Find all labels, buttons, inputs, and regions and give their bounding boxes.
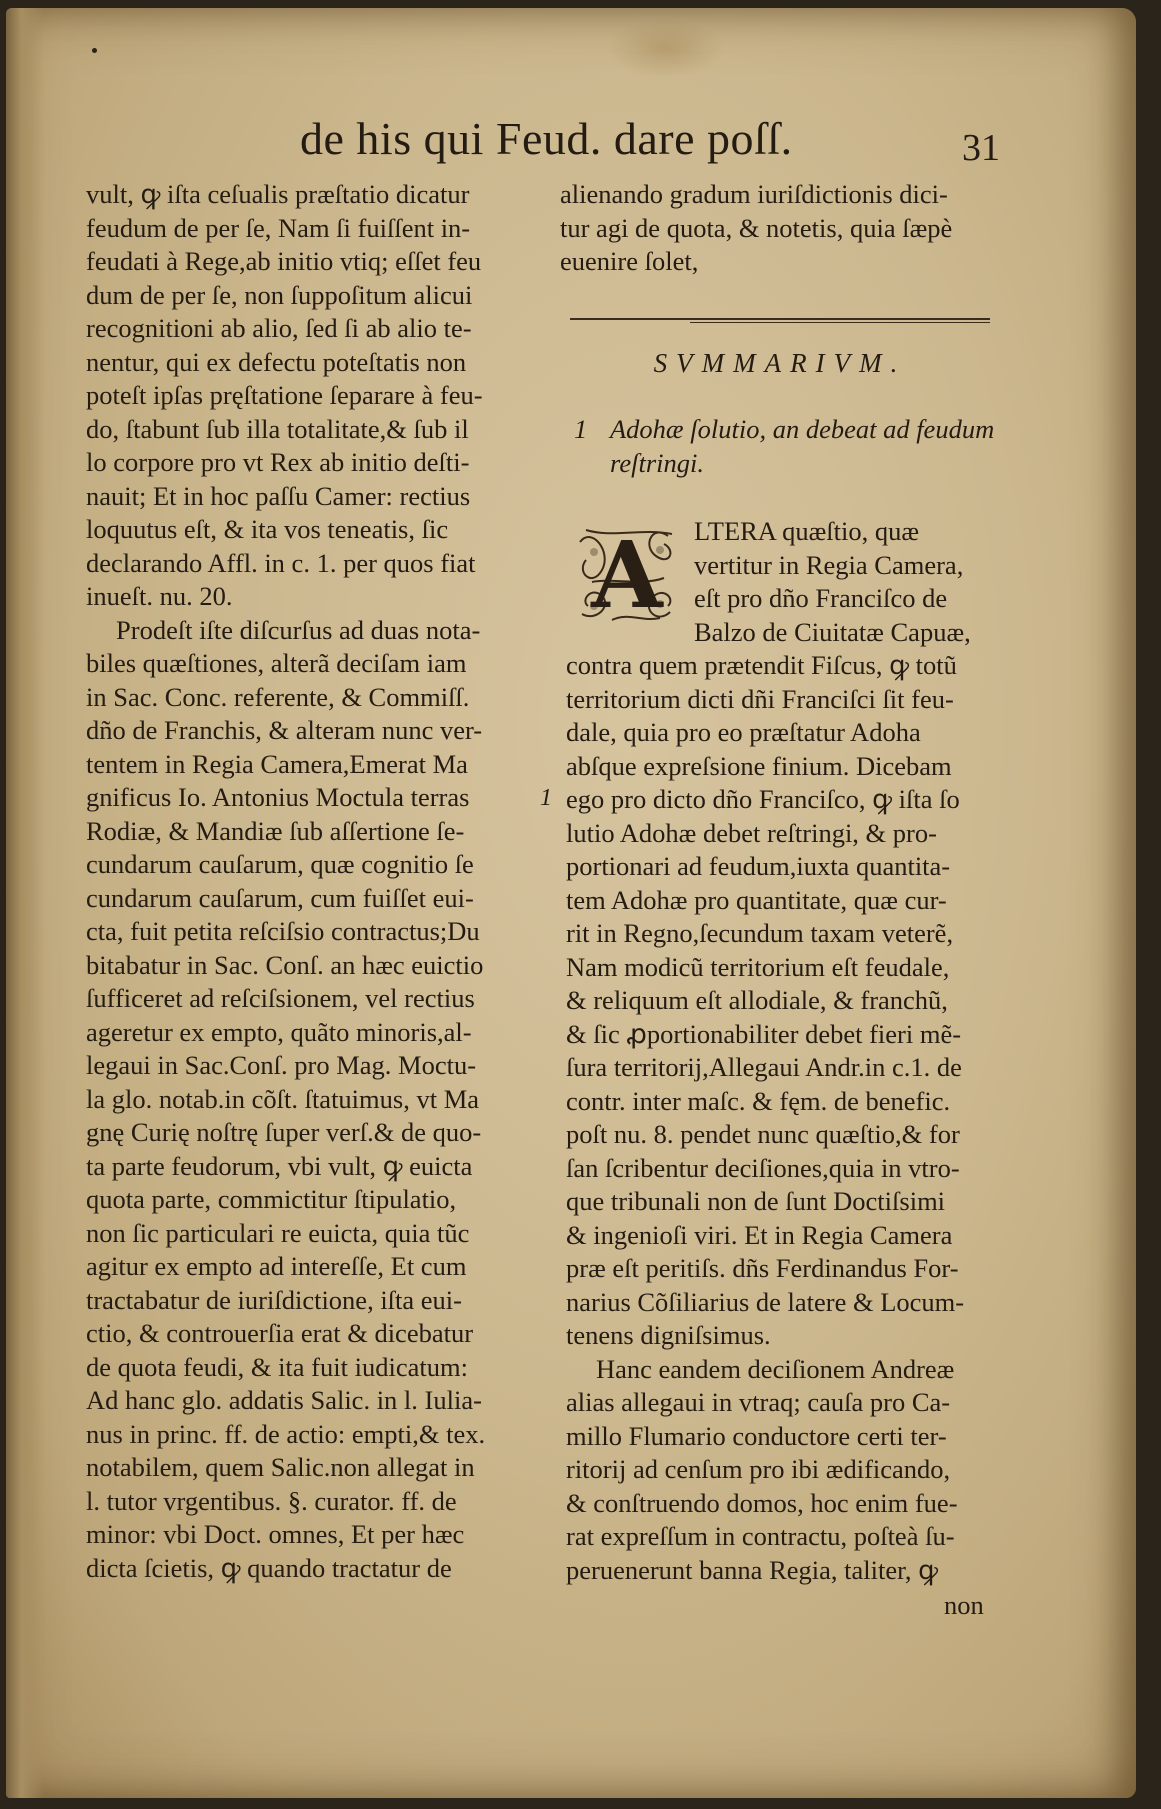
- section-rule-secondary: [690, 322, 990, 323]
- text-line: lutio Adohæ debet reſtringi, & pro-: [566, 817, 937, 848]
- text-line: gnę Curię noſtrę ſuper verſ.& de quo-: [86, 1117, 482, 1147]
- text-line: non ſic particulari re euicta, quia tũc: [86, 1217, 470, 1248]
- text-line: vult, ꝙ iſta ceſualis præſtatio dicatur: [86, 179, 470, 209]
- margin-note-number: 1: [540, 785, 552, 811]
- text-line: bitabatur in Sac. Conſ. an hæc euictio: [86, 949, 484, 980]
- page-number: 31: [962, 127, 1000, 169]
- text-line: ritorij ad cenſum pro ibi ædificando,: [566, 1454, 951, 1484]
- paper-stain: [606, 18, 726, 78]
- text-line: Rodiæ, & Mandiæ ſub aſſertione ſe-: [86, 815, 465, 846]
- text-line: ſufficeret ad reſciſsionem, vel rectius: [86, 983, 475, 1013]
- text-line: LTERA quæſtio, quæ: [694, 516, 920, 546]
- text-line: poteſt ipſas pręſtatione ſeparare à feu-: [86, 380, 483, 410]
- text-line: territorium dicti dñi Franciſci ſit feu-: [566, 683, 954, 714]
- text-line: declarando Affl. in c. 1. per quos fiat: [86, 547, 476, 578]
- summary-item-number: 1: [574, 414, 588, 444]
- summary-item: [574, 412, 1004, 480]
- text-line: la glo. notab.in cõſt. ſtatuimus, vt Ma: [86, 1083, 480, 1114]
- text-line: Prodeſt iſte diſcurſus ad duas nota-: [116, 614, 481, 645]
- text-line: cta, fuit petita reſciſsio contractus;Du: [86, 916, 480, 946]
- text-line: in Sac. Conc. referente, & Commiſſ.: [86, 681, 470, 712]
- text-line: lo corpore pro vt Rex ab initio deſti-: [86, 447, 470, 477]
- text-line: portionari ad feudum,iuxta quantita-: [566, 851, 951, 881]
- right-column-top: [560, 178, 1000, 279]
- text-line: recognitioni ab alio, ſed ſi ab alio te-: [86, 313, 472, 343]
- text-line: Ad hanc glo. addatis Salic. in l. Iulia-: [86, 1385, 482, 1415]
- text-line: & reliquum eſt allodiale, & franchũ,: [566, 985, 948, 1015]
- binding-gutter: [6, 8, 44, 1798]
- text-line: narius Cõſiliarius de latere & Locum-: [566, 1286, 965, 1317]
- text-line: tenens digniſsimus.: [566, 1320, 771, 1350]
- text-line: rit in Regno,ſecundum taxam veterẽ,: [566, 918, 954, 948]
- text-line: Hanc eandem deciſionem Andreæ: [596, 1353, 955, 1384]
- text-line: alienando gradum iuriſdictionis dici-: [560, 179, 948, 209]
- text-line: cundarum cauſarum, quæ cognitio ſe: [86, 849, 474, 879]
- text-line: dicta ſcietis, ꝙ quando tractatur de: [86, 1552, 452, 1583]
- text-line: ſura territorij,Allegaui Andr.in c.1. de: [566, 1052, 962, 1082]
- text-line: de quota feudi, & ita fuit iudicatum:: [86, 1351, 468, 1382]
- text-line: legaui in Sac.Conſ. pro Mag. Moctu-: [86, 1050, 477, 1080]
- right-column-body: [566, 515, 998, 1587]
- text-line: que tribunali non de ſunt Doctiſsimi: [566, 1186, 946, 1216]
- text-line: feudati à Rege,ab initio vtiq; eſſet feu: [86, 246, 482, 276]
- summary-item-line: reſtringi.: [610, 448, 704, 478]
- summary-item-line: Adohæ ſolutio, an debeat ad feudum: [610, 414, 995, 444]
- text-line: nauit; Et in hoc paſſu Camer: rectius: [86, 480, 471, 511]
- text-line: præ eſt peritiſs. dñs Ferdinandus For-: [566, 1253, 959, 1283]
- text-line: loquutus eſt, & ita vos teneatis, ſic: [86, 514, 449, 544]
- text-line: & ſic ꝓportionabiliter debet fieri mẽ-: [566, 1018, 962, 1049]
- text-line: poſt nu. 8. pendet nunc quæſtio,& for: [566, 1119, 960, 1149]
- text-line: ageretur ex empto, quãto minoris,al-: [86, 1016, 472, 1047]
- initial-letter: A: [591, 521, 663, 629]
- text-line: feudum de per ſe, Nam ſi fuiſſent in-: [86, 212, 471, 243]
- text-line: Balzo de Ciuitatæ Capuæ,: [694, 616, 971, 647]
- text-line: millo Flumario conductore certi ter-: [566, 1420, 947, 1451]
- text-line: ctio, & controuerſia erat & dicebatur: [86, 1318, 474, 1348]
- text-line: dum de per ſe, non ſuppoſitum alicui: [86, 279, 473, 310]
- text-line: tem Adohæ pro quantitate, quæ cur-: [566, 884, 947, 915]
- text-line: & ingenioſi viri. Et in Regia Camera: [566, 1219, 953, 1250]
- summary-heading: SVMMARIVM.: [653, 348, 907, 378]
- text-line: tractabatur de iuriſdictione, iſta eui-: [86, 1284, 462, 1315]
- text-line: quota parte, commictitur ſtipulatio,: [86, 1184, 457, 1214]
- text-line: dale, quia pro eo præſtatur Adoha: [566, 717, 921, 747]
- text-line: nentur, qui ex defectu poteſtatis non: [86, 346, 467, 377]
- text-line: alias allegaui in vtraq; cauſa pro Ca-: [566, 1387, 951, 1417]
- text-line: agitur ex empto ad intereſſe, Et cum: [86, 1251, 467, 1281]
- section-rule: [570, 318, 990, 320]
- text-line: contra quem prætendit Fiſcus, ꝙ totũ: [566, 650, 957, 680]
- text-line: ego pro dicto dño Franciſco, ꝙ iſta ſo: [566, 784, 960, 814]
- text-line: contr. inter maſc. & fęm. de benefic.: [566, 1085, 951, 1116]
- text-line: do, ſtabunt ſub illa totalitate,& ſub il: [86, 413, 469, 444]
- text-line: notabilem, quem Salic.non allegat in: [86, 1452, 475, 1482]
- text-line: minor: vbi Doct. omnes, Et per hæc: [86, 1519, 465, 1549]
- running-head: de his qui Feud. dare poſſ.: [300, 113, 793, 164]
- text-line: & conſtruendo domos, hoc enim fue-: [566, 1487, 958, 1518]
- text-line: gnificus Io. Antonius Moctula terras: [86, 782, 470, 812]
- text-line: tur agi de quota, & notetis, quia ſæpè: [560, 212, 953, 243]
- text-line: l. tutor vrgentibus. §. curator. ff. de: [86, 1485, 457, 1516]
- text-line: rat expreſſum in contractu, poſteà ſu-: [566, 1521, 955, 1551]
- text-line: Nam modicũ territorium eſt feudale,: [566, 951, 950, 982]
- text-line: abſque expreſsione finium. Dicebam: [566, 750, 952, 781]
- ink-dot: [92, 48, 97, 53]
- text-line: nus in princ. ff. de actio: empti,& tex.: [86, 1418, 486, 1449]
- text-line: tentem in Regia Camera,Emerat Ma: [86, 748, 468, 779]
- text-line: vertitur in Regia Camera,: [694, 549, 964, 580]
- left-column: [86, 178, 518, 1585]
- catchword: non: [944, 1590, 984, 1620]
- text-line: eſt pro dño Franciſco de: [694, 583, 948, 613]
- text-line: ſan ſcribentur deciſiones,quia in vtro-: [566, 1152, 960, 1183]
- text-line: inueſt. nu. 20.: [86, 581, 233, 611]
- text-line: euenire ſolet,: [560, 246, 699, 276]
- text-line: biles quæſtiones, alterã deciſam iam: [86, 648, 467, 678]
- text-line: peruenerunt banna Regia, taliter, ꝙ: [566, 1554, 939, 1585]
- text-line: ta parte feudorum, vbi vult, ꝙ euicta: [86, 1150, 473, 1181]
- text-line: cundarum cauſarum, cum fuiſſet eui-: [86, 882, 474, 913]
- text-line: dño de Franchis, & alteram nunc ver-: [86, 715, 483, 745]
